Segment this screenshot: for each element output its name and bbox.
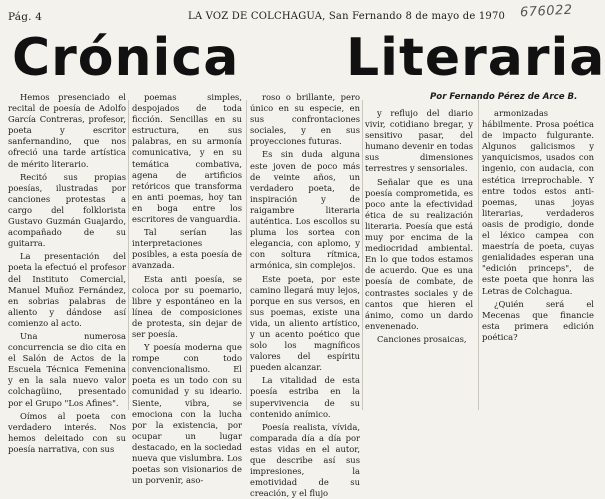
article-column-1 [8, 92, 126, 454]
paragraph: Canciones prosaicas, [377, 333, 467, 344]
article-column-5 [482, 108, 594, 414]
paragraph: Este poeta, por este camino llegará muy lejos, porque en sus versos, en sus poemas, existe una vida, un aliento artístico, y un acento poético que solo los magníficos valores del espíritu pueden alcanzar. [250, 273, 360, 373]
article-headline [12, 28, 605, 88]
paragraph: Y poesía moderna que rompe con todo convencionalismo. El poeta es un todo con su comunidad y su ideario. Siente, vibra, se emociona con la lucha por la existencia, por ocupar un lugar destacado, en la sociedad nueva que vislumbra. Los poetas son visionarios de un porvenir, aso- [132, 342, 242, 486]
paragraph: Es sin duda alguna este joven de poco más de veinte años, un verdadero poeta, de inspiración y de raigambre literaria auténtica. Los escollos su pluma los sortea con elegancia, con aplomo, y con soltura rítmica, armónica, sin complejos. [250, 149, 360, 271]
paragraph: Recitó sus propias poesías, ilustradas por canciones protestas a cargo del folklorista Gustavo Guzmán Guajardo, acompañado de su guitarra. [8, 171, 126, 249]
article-column-4 [365, 108, 473, 414]
headline-word-2: Literaria [346, 28, 605, 88]
column-divider [478, 100, 479, 410]
handwritten-archive-number: 676022 [519, 2, 573, 21]
paragraph: La vitalidad de esta poesía estriba en la supervivencia de su contenido anímico. [250, 375, 360, 419]
article-column-2 [132, 92, 242, 486]
paragraph: armonizadas hábilmente. Prosa poética de impacto fulgurante. Algunos galicismos y yanquicismos, usados con ingenio, con audacia, con estética irreprochable. Y entre todos estos anti-poemas, unas joyas literarias, verdaderos oasis de prodigio, donde el léxico campea con maestría de poeta, cuyas genialidades esperan una "edición princeps", de este poeta que honra las Letras de Colchagua. [482, 108, 594, 296]
column-divider [362, 100, 363, 410]
paragraph: roso o brillante, pero único en su especie, en sus confrontaciones sociales, y en sus proyecciones futuras. [250, 92, 360, 147]
article-column-3 [250, 92, 360, 499]
paragraph: ¿Quién será el Mecenas que financie esta primera edición poética? [482, 298, 594, 342]
paragraph: y reflujo del diario vivir, cotidiano bregar, y sensitivo pasar, del humano devenir en todas sus dimensiones terrestres y sensoriales. [365, 108, 473, 174]
paragraph: poemas simples, despojados de toda ficción. Sencillas en su estructura, en sus palabras, en su armonía comunicativa, y en su temática combativa, agena de artificios retóricos que transforma en anti poemas, hoy tan en boga entre los escritores de vanguardia. [132, 92, 242, 225]
column-divider [246, 100, 247, 410]
paragraph: Hemos presenciado el recital de poesía de Adolfo García Contreras, profesor, poeta y escritor sanfernandino, que nos ofreció una tarde artística de mérito literario. [8, 92, 126, 169]
paragraph: Poesía realista, vívida, comparada día a día por estas vidas en el autor, que describe así sus impresiones, la emotividad de su creación, y el flujo [250, 421, 360, 499]
paragraph: Esta anti poesía, se coloca por su poemario, libre y espontáneo en la línea de composiciones de protesta, sin dejar de ser poesía. [132, 273, 242, 339]
paragraph: Tal serían las interpretaciones posibles, a esta poesía de avanzada. [132, 227, 242, 271]
running-head [8, 10, 518, 24]
page-number: Pág. 4 [8, 11, 43, 23]
newspaper-masthead-line: LA VOZ DE COLCHAGUA, San Fernando 8 de mayo de 1970 [188, 11, 506, 22]
paragraph: La presentación del poeta la efectuó el profesor del Instituto Comercial, Manuel Muñoz Fernández, en sobrias palabras de aliento y dándose así comienzo al acto. [8, 251, 126, 328]
paragraph: Oímos al poeta con verdadero interés. Nos hemos deleitado con su poesía narrativa, con sus [8, 410, 126, 454]
paragraph: Señalar que es una poesía comprometida, es poco ante la efectividad ética de su realización literaria. Poesía que está muy por encima de la mediocridad ambiental. En lo que todos estamos de acuerdo. Que es una poesía de combate, de contrastes sociales y de cantos que hieren el ánimo, como un dardo envenenado. [365, 176, 473, 331]
headline-word-1: Crónica [12, 28, 240, 88]
byline: Por Fernando Pérez de Arce B. [430, 92, 578, 102]
column-divider [128, 100, 129, 410]
paragraph: Una numerosa concurrencia se dio cita en el Salón de Actos de la Escuela Técnica Femenina y en la sala nuevo valor colchagüino, presentado por el Grupo "Los Afines". [8, 330, 126, 408]
